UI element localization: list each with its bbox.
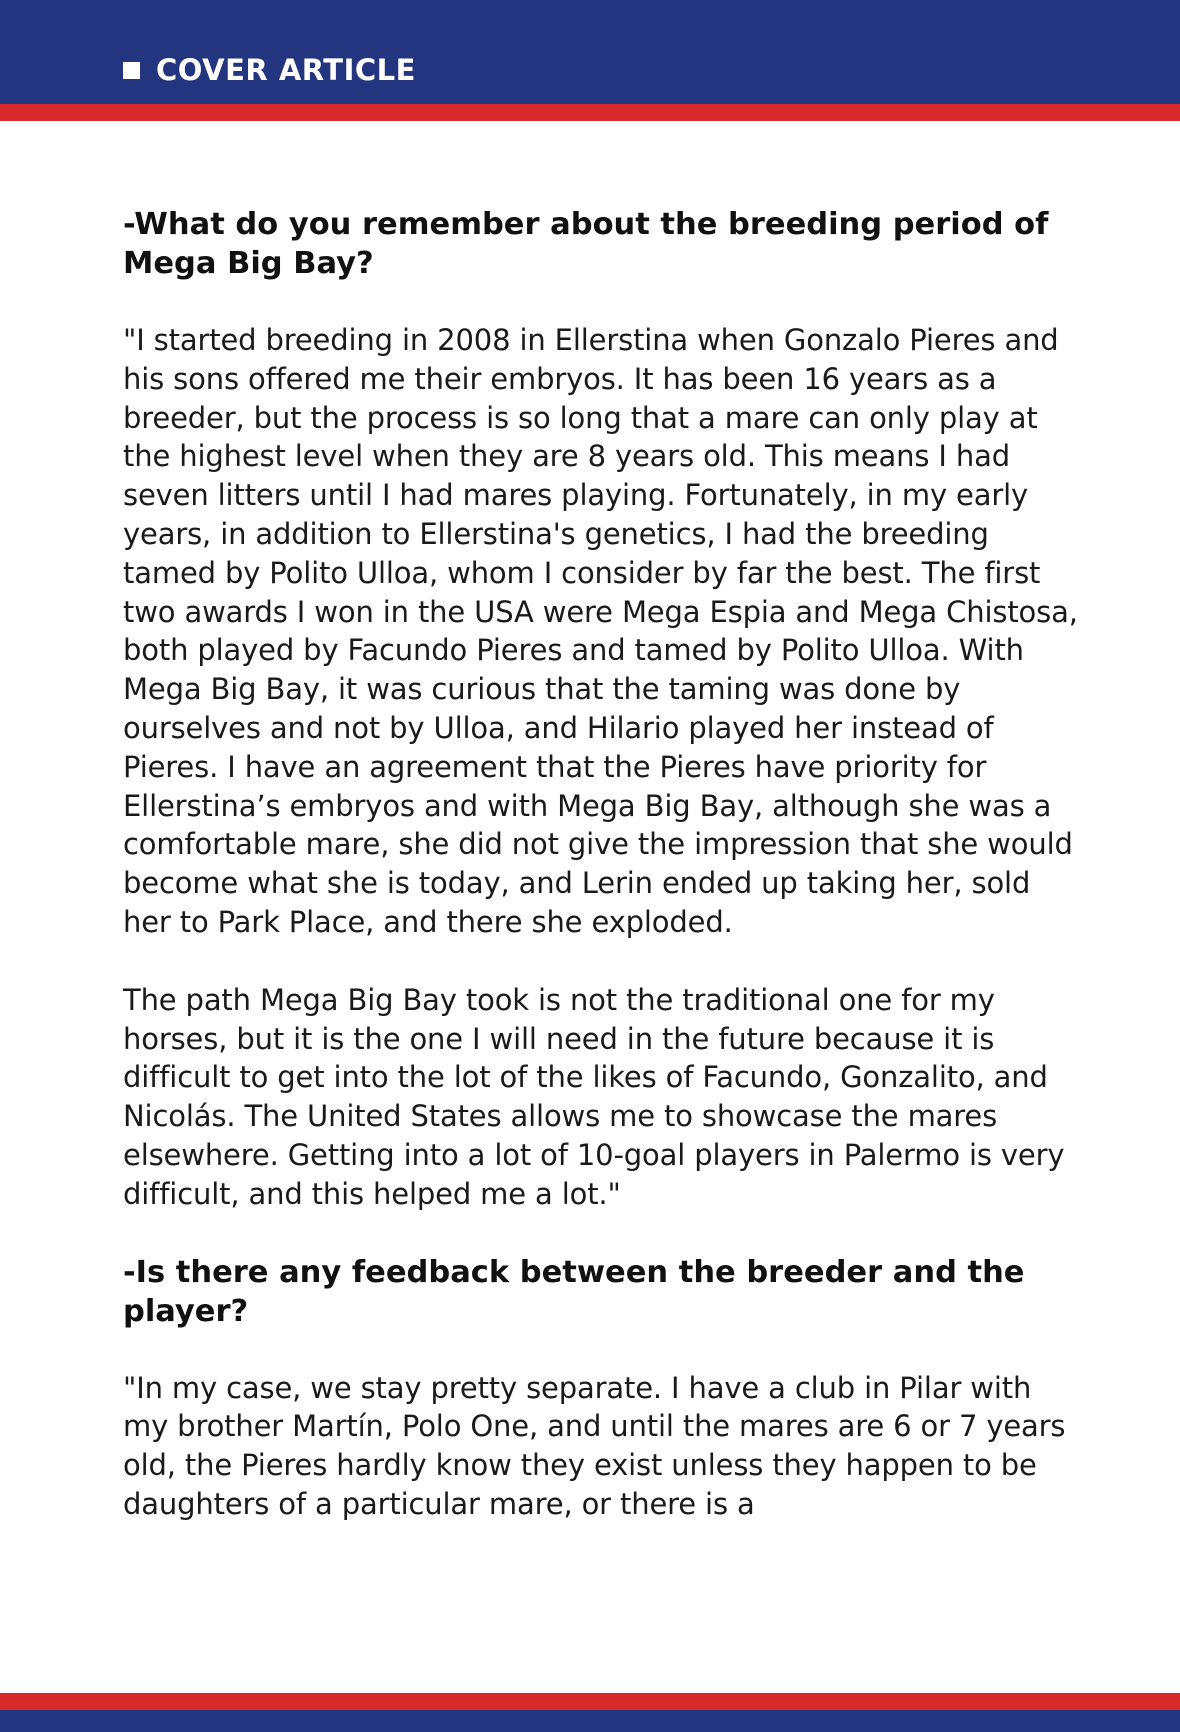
header-red-stripe (0, 104, 1180, 121)
footer-red-stripe (0, 1693, 1180, 1710)
footer-band (0, 1710, 1180, 1732)
article-body (123, 205, 1083, 1524)
answer-1-paragraph-1: "I started breeding in 2008 in Ellerstina when Gonzalo Pieres and his sons offered me their embryos. It has been 16 years as a breeder, but the process is so long that a mare can only play at the highest level when they are 8 years old. This means I had seven litters until I had mares playing. Fortunately, in my early years, in addition to Ellerstina's genetics, I had the breeding tamed by Polito Ulloa, whom I consider by far the best. The first two awards I won in the USA were Mega Espia and Mega Chistosa, both played by Facundo Pieres and tamed by Polito Ulloa. With Mega Big Bay, it was curious that the taming was done by ourselves and not by Ulloa, and Hilario played her instead of Pieres. I have an agreement that the Pieres have priority for Ellerstina’s embryos and with Mega Big Bay, although she was a comfortable mare, she did not give the impression that she would become what she is today, and Lerin ended up taking her, sold her to Park Place, and there she exploded. (123, 323, 1078, 939)
question-1: -What do you remember about the breeding period of Mega Big Bay? (123, 207, 1049, 281)
answer-1-paragraph-2: The path Mega Big Bay took is not the traditional one for my horses, but it is the one I will need in the future because it is difficult to get into the lot of the likes of Facundo, Gonzalito, and Nicolás. The United States allows me to showcase the mares elsewhere. Getting into a lot of 10-goal players in Palermo is very difficult, and this helped me a lot." (123, 982, 1065, 1211)
question-2: -Is there any feedback between the breeder and the player? (123, 1254, 1025, 1329)
section-label (123, 50, 416, 90)
square-bullet-icon (123, 62, 140, 79)
answer-2-paragraph-1: "In my case, we stay pretty separate. I have a club in Pilar with my brother Martín, Polo One, and until the mares are 6 or 7 years old, the Pieres hardly know they exist unless they happen to be daughters of a particular mare, or there is a (123, 1370, 1066, 1521)
section-label-text: COVER ARTICLE (156, 53, 416, 87)
